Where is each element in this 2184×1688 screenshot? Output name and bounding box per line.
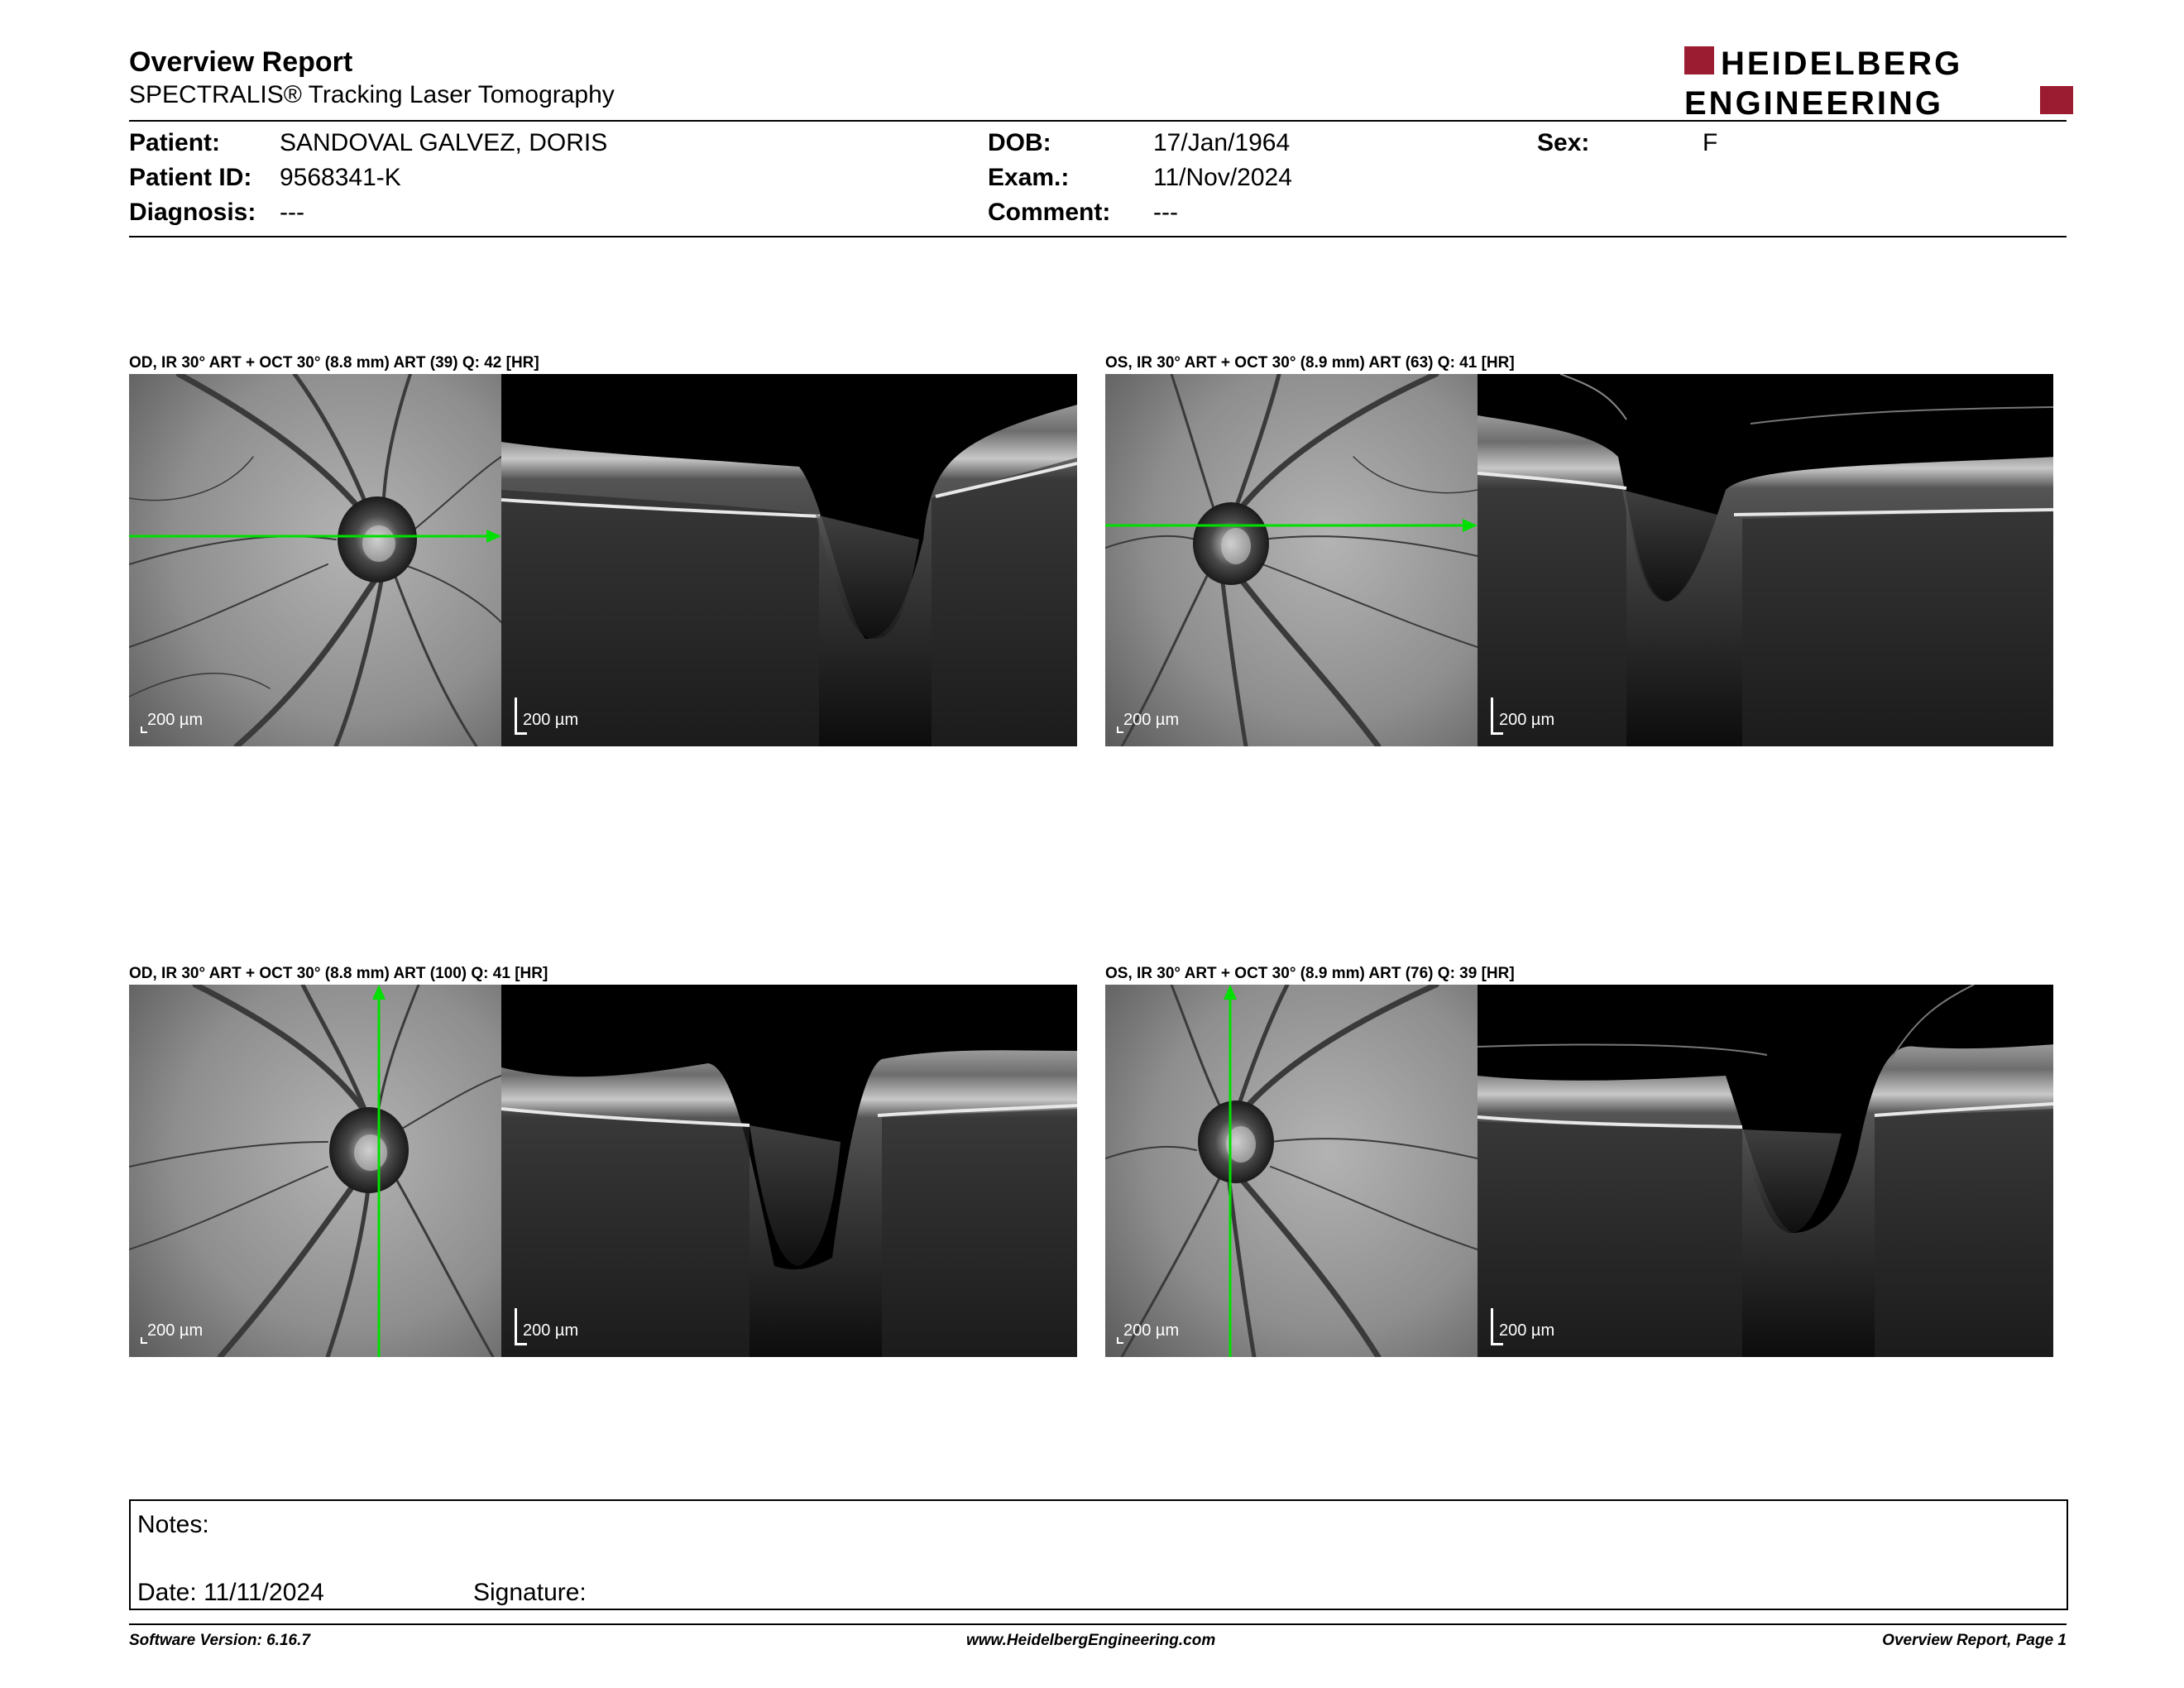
oct-bscan-1 — [501, 374, 1077, 746]
scan-caption-3: OD, IR 30° ART + OCT 30° (8.8 mm) ART (100) Q: 41 [HR] — [129, 965, 548, 982]
svg-text:ENGINEERING: ENGINEERING — [1684, 85, 1944, 119]
report-subtitle: SPECTRALIS® Tracking Laser Tomography — [129, 81, 615, 108]
oct-scale-label: 200 µm — [523, 711, 579, 729]
sex-value: F — [1703, 129, 1718, 156]
scan-line-horizontal-2 — [1105, 374, 1478, 746]
oct-scale-label: 200 µm — [1499, 711, 1555, 729]
scale-bar-icon — [141, 1337, 147, 1344]
footer-divider — [129, 1623, 2067, 1625]
scan-caption-4: OS, IR 30° ART + OCT 30° (8.9 mm) ART (76) Q: 39 [HR] — [1105, 965, 1515, 982]
scan-panel-1 — [129, 374, 1077, 746]
scan-caption-2: OS, IR 30° ART + OCT 30° (8.9 mm) ART (63) Q: 41 [HR] — [1105, 354, 1515, 372]
scan-panel-4 — [1105, 985, 2053, 1357]
scan-line-horizontal-1 — [129, 374, 501, 746]
svg-text:HEIDELBERG: HEIDELBERG — [1721, 46, 1963, 82]
notes-label: Notes: — [137, 1511, 209, 1538]
notes-box[interactable] — [129, 1499, 2068, 1610]
page-number: Overview Report, Page 1 — [1882, 1632, 2067, 1649]
dob-label: DOB: — [988, 129, 1051, 156]
comment-value: --- — [1153, 199, 1178, 226]
patient-id: 9568341-K — [280, 164, 401, 191]
date-field — [137, 1579, 324, 1607]
exam-value: 11/Nov/2024 — [1153, 164, 1292, 191]
fundus-scale-label: 200 µm — [147, 1321, 204, 1340]
oct-bscan-3 — [501, 985, 1077, 1357]
scan-line-vertical-3 — [129, 985, 501, 1357]
fundus-image-os-4 — [1105, 985, 1478, 1357]
comment-label: Comment: — [988, 199, 1111, 226]
fundus-scale-label: 200 µm — [1123, 1321, 1180, 1340]
date-value: 11/11/2024 — [204, 1579, 324, 1606]
scan-caption-1: OD, IR 30° ART + OCT 30° (8.8 mm) ART (39) Q: 42 [HR] — [129, 354, 539, 372]
patient-name: SANDOVAL GALVEZ, DORIS — [280, 129, 608, 156]
heidelberg-logo — [1684, 43, 2073, 119]
oct-scale-label: 200 µm — [523, 1321, 579, 1340]
website-link[interactable]: www.HeidelbergEngineering.com — [966, 1632, 1216, 1649]
fundus-image-od-1 — [129, 374, 501, 746]
scan-panel-3 — [129, 985, 1077, 1357]
sex-label: Sex: — [1537, 129, 1590, 156]
fundus-scale-label: 200 µm — [147, 711, 204, 729]
oct-bscan-4 — [1478, 985, 2053, 1357]
scan-panel-2 — [1105, 374, 2053, 746]
scale-bar-icon — [1117, 727, 1123, 733]
fundus-image-od-3 — [129, 985, 501, 1357]
fundus-image-os-2 — [1105, 374, 1478, 746]
scale-bar-icon — [1117, 1337, 1123, 1344]
software-version: Software Version: 6.16.7 — [129, 1632, 310, 1649]
oct-scale-label: 200 µm — [1499, 1321, 1555, 1340]
patient-label: Patient: — [129, 129, 221, 156]
diagnosis-value: --- — [280, 199, 304, 226]
diagnosis-label: Diagnosis: — [129, 199, 256, 226]
header-divider — [129, 120, 2067, 122]
scale-bar-icon — [141, 727, 147, 733]
exam-label: Exam.: — [988, 164, 1070, 191]
report-title: Overview Report — [129, 46, 353, 78]
date-label: Date: — [137, 1579, 197, 1606]
fundus-scale-label: 200 µm — [1123, 711, 1180, 729]
signature-label: Signature: — [473, 1579, 587, 1606]
oct-bscan-2 — [1478, 374, 2053, 746]
patient-divider — [129, 236, 2067, 237]
dob-value: 17/Jan/1964 — [1153, 129, 1291, 156]
patient-id-label: Patient ID: — [129, 164, 252, 191]
scan-line-vertical-4 — [1105, 985, 1478, 1357]
